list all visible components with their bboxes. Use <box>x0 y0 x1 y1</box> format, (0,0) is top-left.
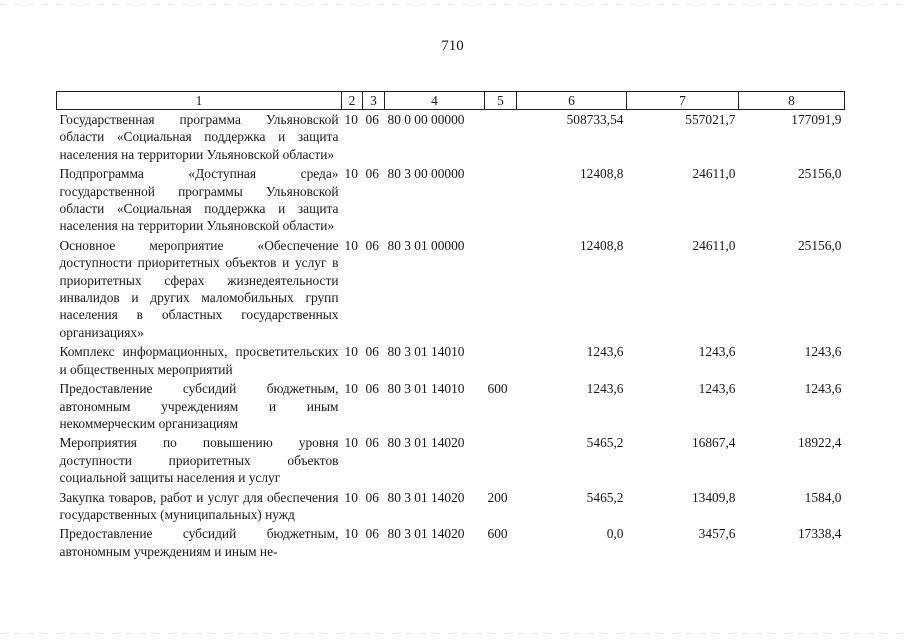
row-subsection: 06 <box>365 344 379 360</box>
row-amount-col7: 557021,7 <box>685 112 736 127</box>
row-subsection: 06 <box>365 237 379 253</box>
row-amount-col7: 1243,6 <box>698 381 736 397</box>
row-subsection: 06 <box>365 166 379 182</box>
row-section: 10 <box>344 435 358 451</box>
row-subsection: 06 <box>365 435 379 451</box>
row-expense-type <box>485 236 517 342</box>
row-section: 10 <box>344 237 358 253</box>
header-col-5: 5 <box>485 92 517 110</box>
row-amount-col8: 18922,4 <box>797 435 842 451</box>
row-subsection: 06 <box>365 526 379 542</box>
row-amount-col6: 1243,6 <box>586 381 624 397</box>
row-target-code: 80 3 01 14020 <box>387 435 465 451</box>
row-amount-col6: 12408,8 <box>579 237 624 253</box>
row-amount-col7: 3457,6 <box>698 526 736 542</box>
table-row <box>57 488 845 525</box>
row-target-code: 80 3 00 00000 <box>387 166 465 182</box>
row-amount-col6: 12408,8 <box>579 166 624 182</box>
row-name: Предоставление субсидий бюджетным, автономным учреждениям и иным не- <box>59 526 339 559</box>
row-target-code: 80 3 01 14010 <box>387 381 465 397</box>
table-row <box>57 110 845 165</box>
header-col-4: 4 <box>385 92 485 110</box>
row-target-code: 80 3 01 00000 <box>387 237 465 253</box>
table-row <box>57 342 845 379</box>
header-col-6: 6 <box>517 92 627 110</box>
row-expense-type <box>485 342 517 379</box>
header-col-1: 1 <box>57 92 342 110</box>
row-name: Комплекс информационных, просветительских и общественных мероприятий <box>59 344 339 377</box>
header-col-7: 7 <box>627 92 739 110</box>
row-amount-col8: 25156,0 <box>797 237 842 253</box>
row-target-code: 80 3 01 14020 <box>387 489 465 505</box>
scan-artifact-top <box>0 4 905 5</box>
row-amount-col6: 1243,6 <box>586 344 624 360</box>
header-col-2: 2 <box>342 92 363 110</box>
row-amount-col7: 13409,8 <box>691 489 736 505</box>
row-amount-col6: 5465,2 <box>586 435 624 451</box>
row-subsection: 06 <box>365 112 379 127</box>
row-subsection: 06 <box>365 381 379 397</box>
row-amount-col8: 1584,0 <box>804 489 842 505</box>
header-col-8: 8 <box>739 92 845 110</box>
row-section: 10 <box>344 112 358 127</box>
page-number: 710 <box>441 38 464 54</box>
row-expense-type: 200 <box>487 489 508 505</box>
row-section: 10 <box>344 344 358 360</box>
row-expense-type: 600 <box>487 526 508 542</box>
row-expense-type <box>485 433 517 487</box>
row-amount-col7: 16867,4 <box>691 435 736 451</box>
row-target-code: 80 3 01 14010 <box>387 344 465 360</box>
row-target-code: 80 3 01 14020 <box>387 526 465 542</box>
table-row <box>57 433 845 487</box>
table-row <box>57 236 845 342</box>
scan-artifact-bottom <box>0 633 905 634</box>
row-expense-type: 600 <box>487 381 508 397</box>
row-amount-col7: 24611,0 <box>692 166 736 182</box>
row-expense-type <box>485 110 517 165</box>
budget-table <box>56 91 845 561</box>
row-amount-col8: 25156,0 <box>797 166 842 182</box>
row-target-code: 80 0 00 00000 <box>387 112 465 127</box>
table-row <box>57 164 845 236</box>
table-row <box>57 379 845 433</box>
row-section: 10 <box>344 489 358 505</box>
row-amount-col8: 17338,4 <box>797 526 842 542</box>
row-subsection: 06 <box>365 489 379 505</box>
table-header-row <box>57 92 845 110</box>
row-amount-col6: 508733,54 <box>566 112 624 127</box>
row-name: Закупка товаров, работ и услуг для обеспечения государственных (муниципальных) нужд <box>59 489 339 522</box>
row-amount-col8: 1243,6 <box>804 381 842 397</box>
row-amount-col6: 5465,2 <box>586 489 624 505</box>
row-amount-col7: 1243,6 <box>698 344 736 360</box>
row-amount-col8: 1243,6 <box>804 344 842 360</box>
row-name: Мероприятия по повышению уровня доступности приоритетных объектов социальной защиты населения и услуг <box>59 435 339 486</box>
row-name: Государственная программа Ульяновской области «Социальная поддержка и защита населения на территории Ульяновской области» <box>59 112 339 162</box>
header-col-3: 3 <box>363 92 385 110</box>
row-section: 10 <box>344 166 358 182</box>
row-expense-type <box>485 164 517 236</box>
row-amount-col6: 0,0 <box>606 526 624 542</box>
row-name: Подпрограмма «Доступная среда» государственной программы Ульяновской области «Социальная поддержка и защита населения на территории Ульяновской области» <box>59 166 339 234</box>
row-name: Основное мероприятие «Обеспечение доступности приоритетных объектов и услуг в приоритетных сферах жизнедеятельности инвалидов и других маломобильных групп населения в областных государственных организациях» <box>59 237 339 340</box>
row-amount-col7: 24611,0 <box>692 237 736 253</box>
row-section: 10 <box>344 526 358 542</box>
row-amount-col8: 177091,9 <box>791 112 842 127</box>
row-name: Предоставление субсидий бюджетным, автономным учреждениям и иным некоммерческим организациям <box>59 381 339 431</box>
table-row <box>57 524 845 561</box>
row-section: 10 <box>344 381 358 397</box>
